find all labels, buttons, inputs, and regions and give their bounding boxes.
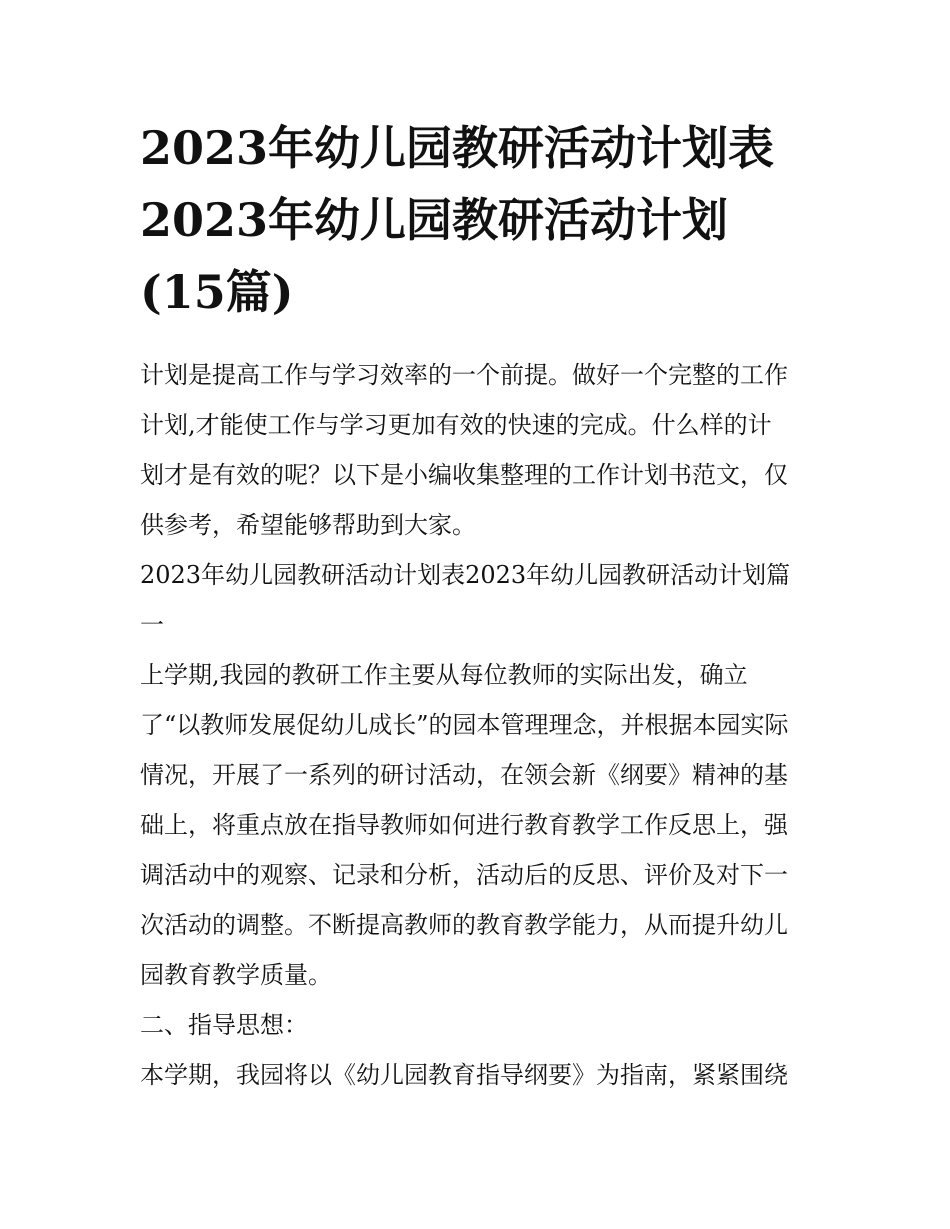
document-body xyxy=(140,350,820,1100)
text-line: 了“以教师发展促幼儿成长”的园本管理理念，并根据本园实际 xyxy=(140,711,789,739)
title-line: 2023年幼儿园教研活动计划 xyxy=(140,193,729,247)
text-line: 本学期，我园将以《幼儿园教育指导纲要》为指南，紧紧围绕 xyxy=(140,1061,788,1089)
paragraph-2 xyxy=(140,1050,820,1100)
text-line: 供参考，希望能够帮助到大家。 xyxy=(140,511,476,539)
title-line: 2023年幼儿园教研活动计划表 xyxy=(140,121,775,175)
text-line: 调活动中的观察、记录和分析，活动后的反思、评价及对下一 xyxy=(140,861,788,889)
text-line: 一 xyxy=(140,611,164,639)
text-line: 计划,才能使工作与学习更加有效的快速的完成。什么样的计 xyxy=(140,411,772,439)
text-line: 上学期,我园的教研工作主要从每位教师的实际出发，确立 xyxy=(140,661,748,689)
document-title xyxy=(140,112,820,328)
section-title xyxy=(140,550,820,650)
text-line: 础上，将重点放在指导教师如何进行教育教学工作反思上，强 xyxy=(140,811,788,839)
paragraph-1 xyxy=(140,650,820,1000)
text-line: 计划是提高工作与学习效率的一个前提。做好一个完整的工作 xyxy=(140,361,788,389)
heading-guiding-ideology xyxy=(140,1000,820,1050)
title-line: (15篇) xyxy=(140,265,294,319)
text-line: 二、指导思想： xyxy=(140,1011,308,1039)
document-page xyxy=(140,112,820,1100)
text-line: 划才是有效的呢？以下是小编收集整理的工作计划书范文，仅 xyxy=(140,461,788,489)
text-line: 情况，开展了一系列的研讨活动，在领会新《纲要》精神的基 xyxy=(140,761,788,789)
text-line: 次活动的调整。不断提高教师的教育教学能力，从而提升幼儿 xyxy=(140,911,788,939)
text-line: 2023年幼儿园教研活动计划表2023年幼儿园教研活动计划篇 xyxy=(140,561,791,589)
intro-paragraph xyxy=(140,350,820,550)
text-line: 园教育教学质量。 xyxy=(140,961,332,989)
